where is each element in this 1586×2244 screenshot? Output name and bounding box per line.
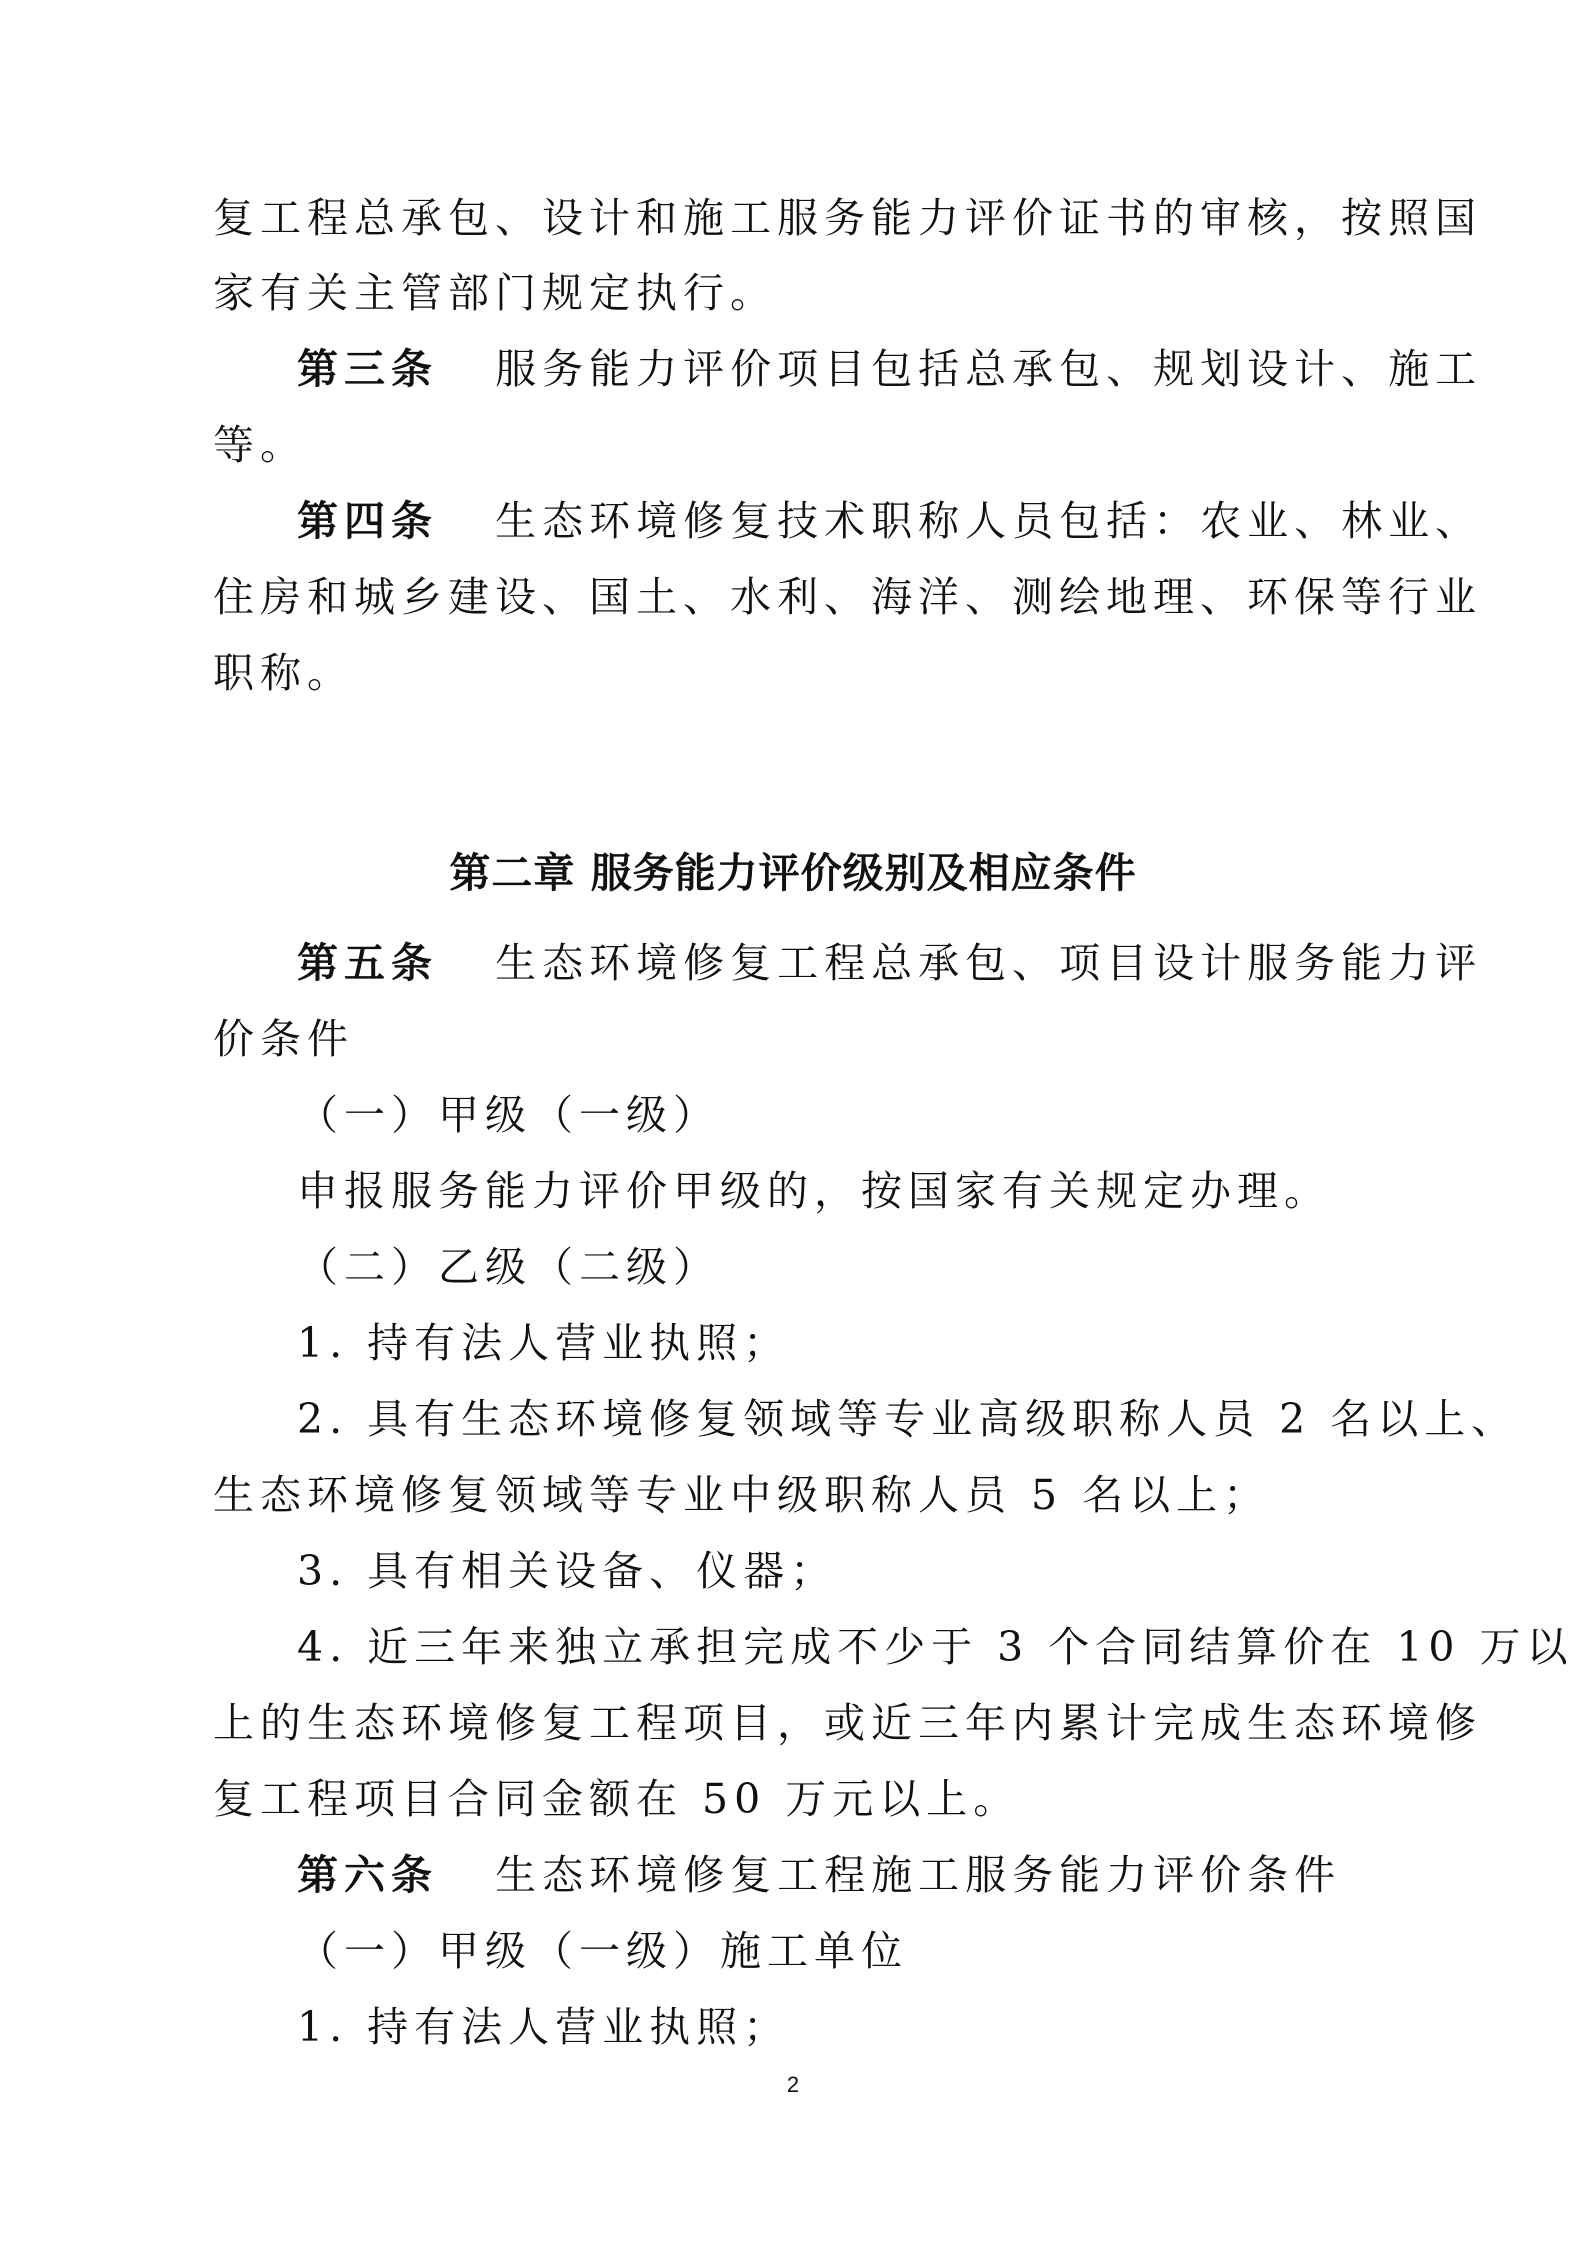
paragraph-line: 家有关主管部门规定执行。 [213,269,777,317]
paragraph-line: 生态环境修复领域等专业中级职称人员 5 名以上； [213,1471,1271,1519]
paragraph-line: 价条件 [213,1015,354,1063]
article-label: 第三条 [297,345,438,393]
chapter-title: 第二章 服务能力评价级别及相应条件 [449,849,1137,897]
article-text: 服务能力评价项目包括总承包、规划设计、施工 [495,345,1483,393]
paragraph-line: 住房和城乡建设、国土、水利、海洋、测绘地理、环保等行业 [213,573,1482,621]
subheading-grade: （二）乙级（二级） [297,1243,720,1291]
article-label: 第五条 [297,939,438,987]
list-item: 1. 持有法人营业执照； [297,2003,791,2051]
list-item: 4. 近三年来独立承担完成不少于 3 个合同结算价在 10 万以 [297,1623,1574,1671]
subheading-grade: （一）甲级（一级） [297,1091,720,1139]
article-4-line [297,496,1483,546]
paragraph-line: 复工程项目合同金额在 50 万元以上。 [213,1775,1021,1823]
article-text: 生态环境修复工程总承包、项目设计服务能力评 [495,939,1483,987]
list-item: 3. 具有相关设备、仪器； [297,1547,838,1595]
paragraph-line: 职称。 [213,649,354,697]
article-text: 生态环境修复工程施工服务能力评价条件 [495,1851,1342,1899]
list-item: 2. 具有生态环境修复领域等专业高级职称人员 2 名以上、 [297,1395,1519,1443]
paragraph-line: 复工程总承包、设计和施工服务能力评价证书的审核，按照国 [213,194,1482,242]
article-label: 第六条 [297,1851,438,1899]
page-number: 2 [786,2072,800,2097]
paragraph-line: 申报服务能力评价甲级的，按国家有关规定办理。 [297,1167,1331,1215]
article-label: 第四条 [297,497,438,545]
article-6-line [297,1850,1341,1900]
paragraph-line: 上的生态环境修复工程项目，或近三年内累计完成生态环境修 [213,1699,1482,1747]
article-3-line [297,344,1483,394]
article-5-line [297,938,1483,988]
list-item: 1. 持有法人营业执照； [297,1319,791,1367]
article-text: 生态环境修复技术职称人员包括：农业、林业、 [495,497,1483,545]
subheading-grade: （一）甲级（一级）施工单位 [297,1927,908,1975]
paragraph-line: 等。 [213,421,307,469]
